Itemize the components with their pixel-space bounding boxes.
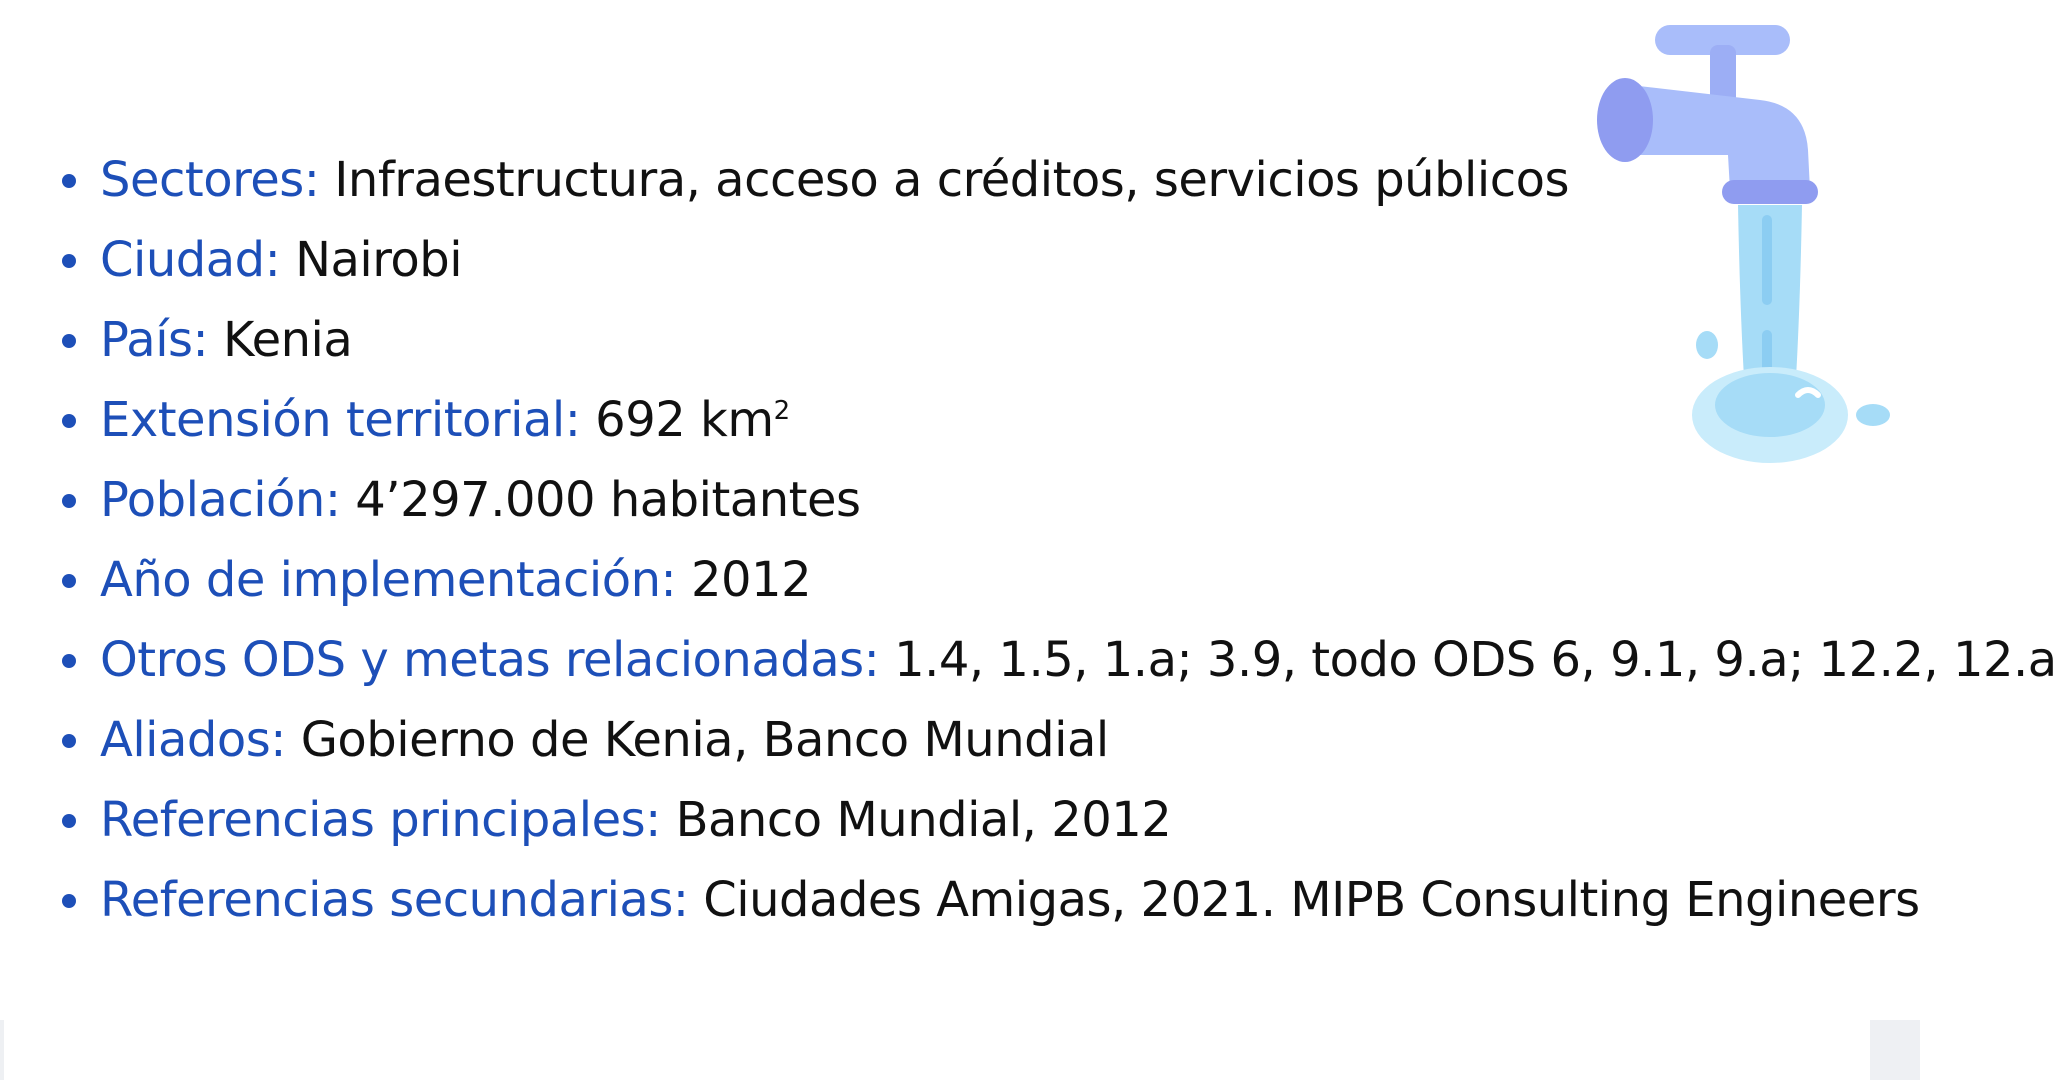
item-value: Gobierno de Kenia, Banco Mundial bbox=[300, 712, 1109, 768]
faucet-nozzle-ring bbox=[1722, 180, 1818, 204]
item-label: Año de implementación: bbox=[100, 552, 677, 608]
bullet bbox=[62, 734, 76, 748]
item-value: Kenia bbox=[222, 312, 353, 368]
corner-mark-right bbox=[1870, 1020, 1920, 1080]
item-value: 2012 bbox=[690, 552, 812, 608]
water-faucet-icon bbox=[1580, 15, 1900, 475]
item-value: 692 km bbox=[595, 392, 774, 448]
bullet bbox=[62, 334, 76, 348]
bullet bbox=[62, 574, 76, 588]
item-value: Banco Mundial, 2012 bbox=[675, 792, 1172, 848]
item-label: País: bbox=[100, 312, 209, 368]
water-splash-core bbox=[1715, 373, 1825, 437]
item-label: Ciudad: bbox=[100, 232, 281, 288]
list-item-aliados bbox=[58, 700, 2057, 780]
item-label: Referencias secundarias: bbox=[100, 872, 689, 928]
item-label: Extensión territorial: bbox=[100, 392, 581, 448]
water-stream-highlight bbox=[1762, 215, 1772, 305]
item-label: Aliados: bbox=[100, 712, 286, 768]
item-label: Referencias principales: bbox=[100, 792, 661, 848]
bullet bbox=[62, 654, 76, 668]
list-item-ods bbox=[58, 620, 2057, 700]
item-value: Ciudades Amigas, 2021. MIPB Consulting Engineers bbox=[703, 872, 1920, 928]
faucet-base bbox=[1597, 78, 1653, 162]
bullet bbox=[62, 894, 76, 908]
list-item-anio bbox=[58, 540, 2057, 620]
list-item-ref-secundarias bbox=[58, 860, 2057, 940]
bullet bbox=[62, 174, 76, 188]
superscript-exponent: 2 bbox=[773, 396, 790, 426]
bullet bbox=[62, 494, 76, 508]
list-item-ref-principales bbox=[58, 780, 2057, 860]
item-value: Nairobi bbox=[295, 232, 463, 288]
item-label: Otros ODS y metas relacionadas: bbox=[100, 632, 880, 688]
water-drop bbox=[1696, 331, 1718, 359]
item-label: Sectores: bbox=[100, 152, 320, 208]
corner-mark-left bbox=[0, 1020, 4, 1080]
bullet bbox=[62, 814, 76, 828]
item-value: Infraestructura, acceso a créditos, servicios públicos bbox=[334, 152, 1569, 208]
water-drop bbox=[1856, 404, 1890, 426]
item-value: 4’297.000 habitantes bbox=[355, 472, 861, 528]
bullet bbox=[62, 414, 76, 428]
item-value: 1.4, 1.5, 1.a; 3.9, todo ODS 6, 9.1, 9.a; 12.2, 12.a bbox=[894, 632, 2057, 688]
bullet bbox=[62, 254, 76, 268]
item-label: Población: bbox=[100, 472, 341, 528]
